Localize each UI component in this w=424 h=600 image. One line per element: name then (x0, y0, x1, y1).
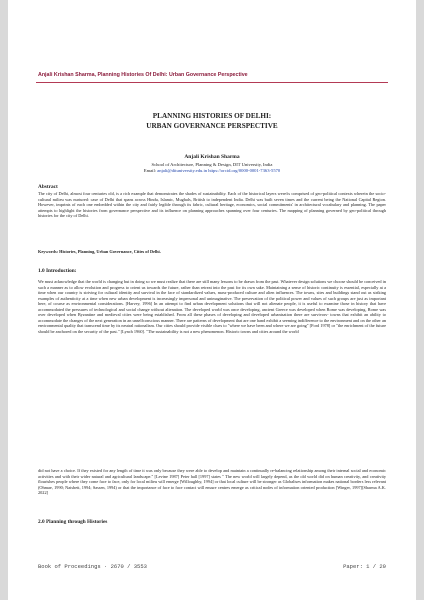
email-link[interactable]: anjali@dituniversity.edu.in (157, 168, 208, 173)
keywords: Keywords: Histories, Planning, Urban Governance, Cities of Delhi. (38, 249, 161, 254)
section-2-heading: 2.0 Planning through Histories (38, 519, 108, 525)
author-contact (8, 168, 416, 174)
running-header: Anjali Krishan Sharma, Planning Histories Of Delhi: Urban Governance Perspective (38, 72, 248, 78)
section-1-paragraph-1: We must acknowledge that the world is changing but in doing so we must realize that there are still many lessons to be drawn from the past. Whatever design solutions we choose should be conceived in such a manner as to allow evolution and progress to orient us towards the future, rather than retreat into the past for its own sake. Maintaining a sense of historic continuity is essential, especially at a time when our country is striving for cultural identity and survival in the face of standardized values, mass-produced culture and alien influences. The towns, sites and buildings stand out as striking examples of authenticity at a time when new urban development is increasingly impersonal and unimaginative. The preservation of the political power and values of such groups are just as important here, of course as environmental considerations. [Harvey, 1996] In an attempt to find urban development solutions that will not alienate people, it is useful to examine those in history that have accommodated the pressures of technological and social change without alienation. The developed world was once developing, ancient Greece was developed when Rome was developing, Rome was over developed when Byzantine and medieval cities were being established. From all these phases of developing and developed urbanisation there are survivors- towns that exhibit an ability to accommodate the changes of the next generation in an unselfconscious manner. There are patterns of development that are one hand exhibit a seeming indifference to the environment and on the other an environmental quality that transcend time by its neutral rationalism. Our cities should provide visible clues to "where we have been and where we are going" [Ford 1978] or "the enrichment of the future should be anchored on the security of the past." [Lynch 1960]. "The sustainability is not a new phenomenon. Historic towns and cities around the world (38, 279, 386, 334)
abstract-heading: Abstract (38, 184, 58, 190)
orcid-link[interactable]: https://orcid.org/0000-0001-7363-5570 (208, 168, 281, 173)
email-label: Email: (143, 168, 158, 173)
title-line-2: URBAN GOVERNANCE PERSPECTIVE (146, 122, 278, 130)
abstract-text: The city of Delhi, almost four centuries old, is a rich example that demonstrates the shades of sustainability. Each of the historical layers were/is comprised of geo-political contexts wherein the socio-cultural milieu was nurtured: case of Delhi that spans across Hindu, Islamic, Mughals, British to independent India. Delhi was built seven times and the current being the National Capital Region. However, imprints of each one embedded within the city and fairly legible through its fabric, cultural heritage, economics, social commitments' in architectural vocabulary and planning. The paper attempts to highlight the histories from governance perspective and its influence on planning approaches spanning over four centuries. The mapping of planning governed by geo-political through histories for the city of Delhi. (38, 191, 386, 219)
title-line-1: PLANNING HISTORIES OF DELHI: (152, 112, 272, 120)
header-rule (36, 82, 388, 83)
author-name: Anjali Krishan Sharma (184, 154, 240, 160)
paper-title (8, 111, 416, 131)
paper-page (8, 0, 416, 600)
section-1-heading: 1.0 Introduction: (38, 268, 77, 274)
footer-page-number: Paper: 1 / 20 (343, 563, 386, 570)
section-1-paragraph-2: did not have a choice. If they existed for any length of time it was only because they were able to develop and maintain a continually re-balancing relationship among their internal social and economic activities and with their wider natural and agricultural landscape." [Levine 1987] Peter hall [1997] states " The new world will largely depend, as the old world did on human creativity, and creativity flourishes people where they come face to face, only for local milieu will emerge [Willoughby, 1994] or that local culture will be stronger as Globalises information makes national borders less relevant (Ohmae, 1990; Naisbett, 1994; Sassen, 1994) or that the importance of face to face contact will ensure centres emerge as critical nodes of information oriented production [Winger, 1997][Sharma A.K. 2022] (38, 468, 386, 496)
footer-proceedings: Book of Proceedings · 2670 / 3553 (38, 563, 147, 570)
author-affiliation-block (8, 162, 416, 174)
author-affiliation: School of Architecture, Planning & Design, DIT University, India (151, 162, 273, 167)
